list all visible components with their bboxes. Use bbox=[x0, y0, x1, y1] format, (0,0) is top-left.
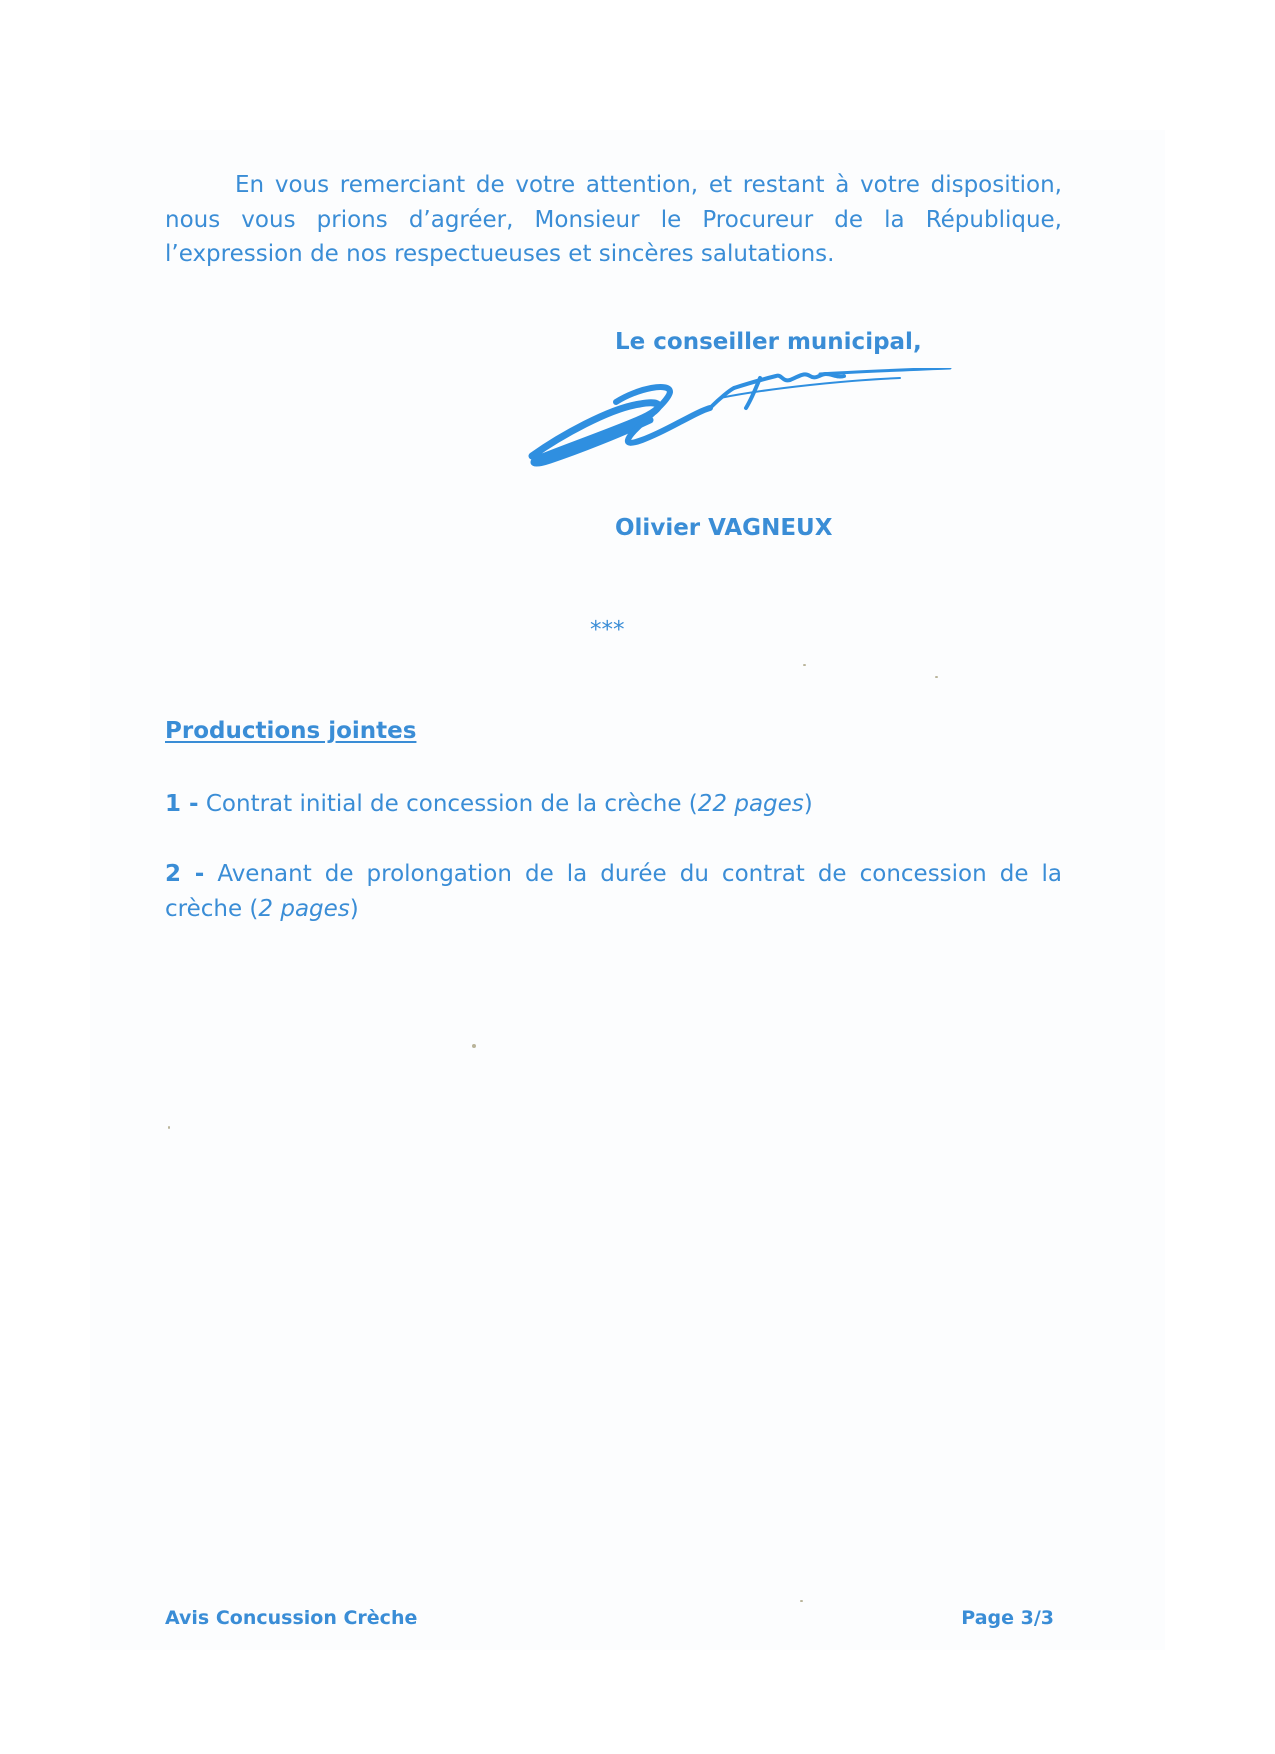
attachment-number: 1 - bbox=[165, 791, 199, 817]
section-separator: *** bbox=[590, 617, 625, 643]
paper-speck bbox=[803, 664, 806, 666]
signatory-title: Le conseiller municipal, bbox=[615, 329, 922, 355]
paper-speck bbox=[168, 1126, 170, 1129]
attachment-page-count: 2 pages bbox=[258, 895, 350, 922]
attachment-item-1 bbox=[165, 787, 1062, 822]
attachment-description: Avenant de prolongation de la durée du contrat de concession de la crèche ( bbox=[165, 861, 1062, 922]
attachment-description: Contrat initial de concession de la crèche ( bbox=[205, 791, 698, 817]
attachment-paren-close: ) bbox=[349, 895, 359, 922]
attachments-heading: Productions jointes bbox=[165, 718, 417, 744]
paper-speck bbox=[935, 676, 938, 678]
footer-document-title: Avis Concussion Crèche bbox=[165, 1607, 418, 1629]
attachment-paren-close: ) bbox=[803, 791, 813, 817]
closing-paragraph: En vous remerciant de votre attention, et restant à votre disposition, nous vous prions d’agréer, Monsieur le Procureur de la République, l’expression de nos respectueuses et sincères salutations. bbox=[165, 172, 1062, 267]
attachment-page-count: 22 pages bbox=[697, 791, 804, 817]
paper-speck bbox=[800, 1600, 803, 1602]
handwritten-signature-icon bbox=[520, 368, 1020, 478]
paper-speck bbox=[472, 1044, 476, 1048]
attachment-number: 2 - bbox=[165, 861, 205, 887]
signatory-name: Olivier VAGNEUX bbox=[615, 515, 833, 541]
attachment-item-2 bbox=[165, 857, 1062, 926]
footer-page-number: Page 3/3 bbox=[961, 1607, 1054, 1629]
